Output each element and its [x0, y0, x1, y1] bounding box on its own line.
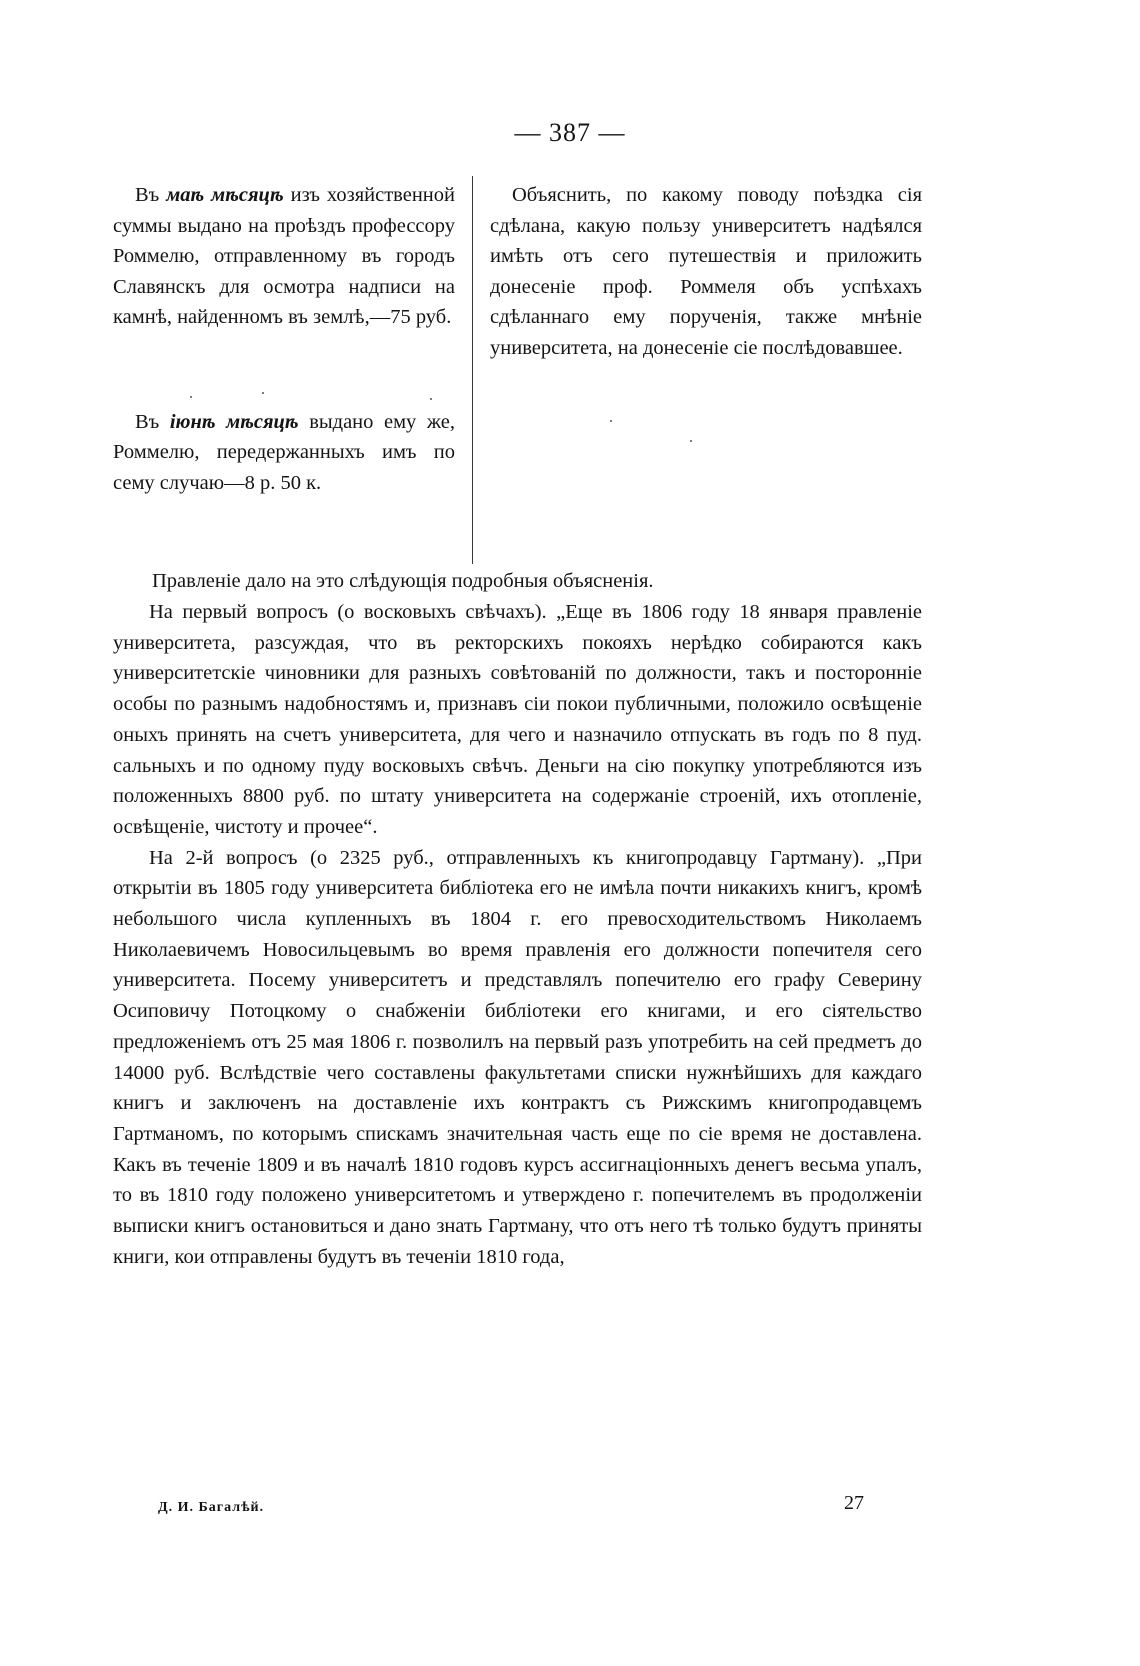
- left-para2-prefix: Въ: [135, 410, 160, 433]
- left-para1-prefix: Въ: [135, 184, 160, 206]
- left-paragraph-june: [113, 407, 455, 499]
- left-para2-text: выдано ему же, Роммелю, передержанныхъ имъ по сему случаю—8 р. 50 к.: [113, 410, 455, 494]
- print-speck: [430, 398, 432, 400]
- left-para1-month: маѣ мѣсяцѣ: [166, 184, 284, 206]
- main-text-continued: [113, 597, 922, 1272]
- print-speck: [690, 440, 692, 442]
- body-paragraph-1: Правленіе дало на это слѣдующія подробныя объясненія.: [152, 570, 654, 592]
- left-paragraph-may: [113, 180, 455, 333]
- column-divider: [472, 176, 473, 564]
- print-speck: [610, 420, 612, 422]
- right-paragraph: Объяснить, по какому поводу поѣздка сія сдѣлана, какую пользу университетъ надѣялся имѣть отъ сего путешествія и приложить донесеніе проф. Роммеля объ успѣхахъ сдѣланнаго ему порученія, также мнѣніе университета, на донесеніе сіе послѣдовавшее.: [490, 184, 922, 359]
- left-para1-text: изъ хозяйственной суммы выдано на проѣздъ профессору Роммелю, отправленному въ городъ Славянскъ для осмотра надписи на камнѣ, найденномъ въ землѣ,—75 руб.: [113, 184, 455, 328]
- right-column: [490, 180, 922, 363]
- print-speck: [262, 392, 264, 394]
- body-paragraph-2: На первый вопросъ (о восковыхъ свѣчахъ). „Еще въ 1806 году 18 января правленіе университета, разсуждая, что въ ректорскихъ покояхъ нерѣдко собираются какъ университетскіе чиновники для разныхъ совѣтованій по должности, такъ и посторонніе особы по разнымъ надобностямъ и, признавъ сіи покои публичными, положило освѣщеніе оныхъ принять на счетъ университета, для чего и назначило отпускать въ годъ по 8 пуд. сальныхъ и по одному пуду восковыхъ свѣчъ. Деньги на сію покупку употребляются изъ положенныхъ 8800 руб. по штату университета на содержаніе строеній, ихъ отопленіе, освѣщеніе, чистоту и прочее“.: [113, 601, 922, 838]
- main-text: [152, 566, 922, 597]
- footer-sheet-number: 27: [844, 1492, 864, 1514]
- page-number: — 387 —: [514, 118, 626, 147]
- footer-signature: Д. И. Багалѣй.: [158, 1500, 265, 1515]
- body-paragraph-3: На 2-й вопросъ (о 2325 руб., отправленныхъ къ книгопродавцу Гартману). „При открытіи въ 1805 году университета библіотека его не имѣла почти никакихъ книгъ, кромѣ небольшого числа купленныхъ въ 1804 г. его превосходительствомъ Николаемъ Николаевичемъ Новосильцевымъ во время правленія его должности попечителя сего университета. Посему университетъ и представлялъ попечителю его графу Северину Осиповичу Потоцкому о снабженіи библіотеки его книгами, и его сіятельство предложеніемъ отъ 25 мая 1806 г. позволилъ на первый разъ употребить на сей предметъ до 14000 руб. Вслѣдствіе чего составлены факультетами списки нужнѣйшихъ для каждаго книгъ и заключенъ на доставленіе ихъ контрактъ съ Рижскимъ книгопродавцемъ Гартманомъ, по которымъ спискамъ значительная часть еще по сіе время не доставлена. Какъ въ теченіе 1809 и въ началѣ 1810 годовъ курсъ ассигнаціонныхъ денегъ весьма упалъ, то въ 1810 году положено университетомъ и утверждено г. попечителемъ въ продолженіи выписки книгъ остановиться и дано знать Гартману, что отъ него тѣ только будутъ приняты книги, кои отправлены будутъ въ теченіи 1810 года,: [113, 846, 922, 1268]
- print-speck: [190, 396, 192, 398]
- column-gap: [113, 333, 455, 407]
- left-column: [113, 180, 455, 498]
- left-para2-month: іюнѣ мѣсяцѣ: [169, 410, 299, 433]
